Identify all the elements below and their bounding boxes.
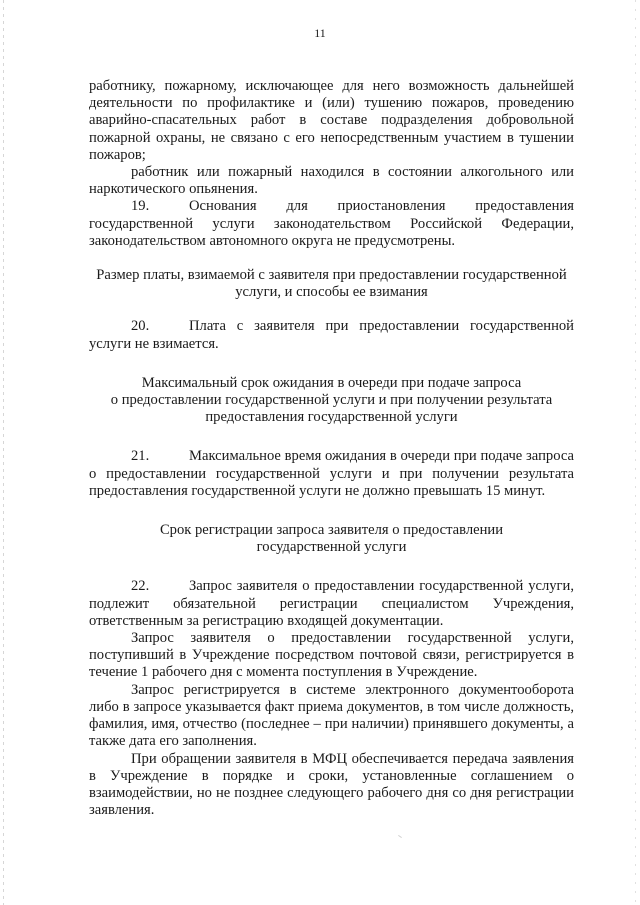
clause-text: Запрос заявителя о предоставлении государственной услуги, подлежит обязательной регистрации специалистом Учреждения, ответственным за регистрацию входящей документации. <box>89 578 574 629</box>
heading-line: Максимальный срок ожидания в очереди при подаче запроса <box>141 374 522 391</box>
scan-edge-right <box>635 0 636 905</box>
clause-number: 20. <box>131 318 150 335</box>
paragraph: Запрос регистрируется в системе электронного документооборота либо в запросе указывается факт приема документов, в том числе должность, фамилия, имя, отчество (последнее – при наличии) принявшего документы, а также дата его заполнения. <box>89 681 574 750</box>
scan-edge-left <box>3 0 4 905</box>
paragraph: работник или пожарный находился в состоянии алкогольного или наркотического опьянения. <box>89 164 574 198</box>
section-heading <box>89 375 574 427</box>
paragraph: Запрос заявителя о предоставлении государственной услуги, поступивший в Учреждение посредством почтовой связи, регистрируется в течение 1 рабочего дня с момента поступления в Учреждение. <box>89 630 574 681</box>
section-heading <box>89 522 574 556</box>
paragraph-22 <box>89 578 574 630</box>
clause-text: Основания для приостановления предоставления государственной услуги законодательством Российской Федерации, законодательством автономного округа не предусмотрены. <box>89 198 574 249</box>
clause-text: Максимальное время ожидания в очереди при подаче запроса о предоставлении государственной услуги и при получении результата предоставления государственной услуги не должно превышать 15 минут. <box>89 448 574 499</box>
paragraph-20 <box>89 318 574 352</box>
clause-number: 21. <box>131 448 150 465</box>
clause-number: 22. <box>131 578 150 595</box>
paragraph: При обращении заявителя в МФЦ обеспечивается передача заявления в Учреждение в порядке и сроки, установленные соглашением о взаимодействии, но не позднее следующего рабочего дня со дня регистрации заявления. <box>89 750 574 819</box>
paragraph: работнику, пожарному, исключающее для него возможность дальнейшей деятельности по профилактике и (или) тушению пожаров, проведению аварийно-спасательных работ в составе подразделения добровольной пожарной охраны, не связано с его непосредственным участием в тушении пожаров; <box>89 78 574 163</box>
paragraph-19 <box>89 198 574 250</box>
scan-speck <box>398 835 402 838</box>
heading-line: государственной услуги <box>256 539 407 556</box>
page-number: 11 <box>314 26 326 40</box>
document-body <box>89 78 574 819</box>
clause-number: 19. <box>131 198 150 215</box>
paragraph-21 <box>89 448 574 500</box>
heading-line: Срок регистрации запроса заявителя о предоставлении <box>159 522 504 539</box>
section-heading: Размер платы, взимаемой с заявителя при предоставлении государственной услуги, и способы ее взимания <box>96 267 567 301</box>
heading-line: предоставления государственной услуги <box>205 409 458 426</box>
clause-text: Плата с заявителя при предоставлении государственной услуги не взимается. <box>89 318 574 352</box>
heading-line: о предоставлении государственной услуги и при получении результата <box>110 392 553 409</box>
